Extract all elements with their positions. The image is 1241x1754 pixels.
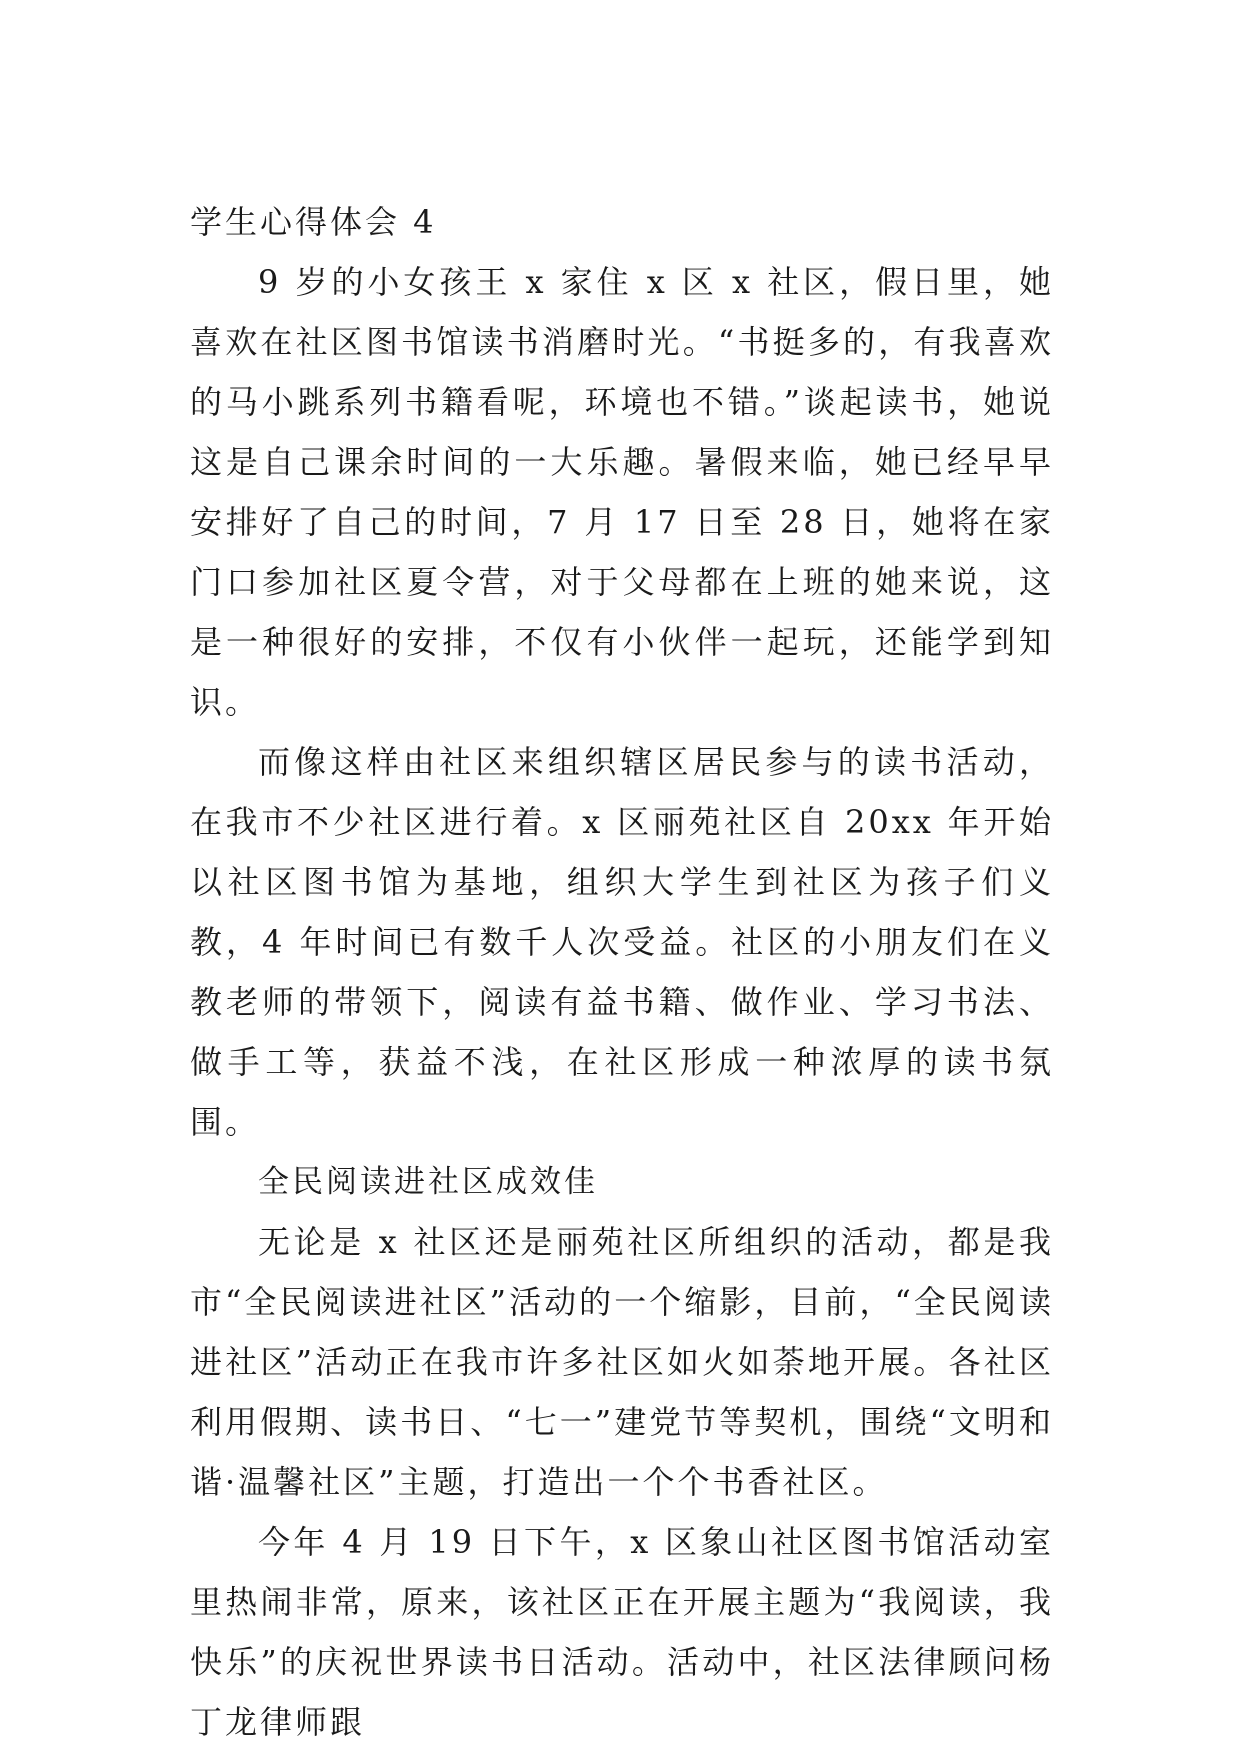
- paragraph-1: 9 岁的小女孩王 x 家住 x 区 x 社区，假日里，她喜欢在社区图书馆读书消磨时光。“书挺多的，有我喜欢的马小跳系列书籍看呢，环境也不错。”谈起读书，她说这是自己课余时间的一大乐趣。暑假来临，她已经早早安排好了自己的时间，7 月 17 日至 28 日，她将在家门口参加社区夏令营，对于父母都在上班的她来说，这是一种很好的安排，不仅有小伙伴一起玩，还能学到知识。: [190, 263, 1054, 721]
- section-heading: 全民阅读进社区成效佳: [258, 1164, 598, 1200]
- paragraph-4: 今年 4 月 19 日下午，x 区象山社区图书馆活动室里热闹非常，原来，该社区正在开展主题为“我阅读，我快乐”的庆祝世界读书日活动。活动中，社区法律顾问杨丁龙律师跟: [190, 1523, 1054, 1741]
- document-body: [190, 192, 1054, 1752]
- paragraph-3: 无论是 x 社区还是丽苑社区所组织的活动，都是我市“全民阅读进社区”活动的一个缩影，目前，“全民阅读进社区”活动正在我市许多社区如火如荼地开展。各社区利用假期、读书日、“七一”建党节等契机，围绕“文明和谐·温馨社区”主题，打造出一个个书香社区。: [190, 1223, 1054, 1501]
- document-title: 学生心得体会 4: [190, 203, 437, 241]
- paragraph-2: 而像这样由社区来组织辖区居民参与的读书活动，在我市不少社区进行着。x 区丽苑社区自 20xx 年开始以社区图书馆为基地，组织大学生到社区为孩子们义教，4 年时间已有数千人次受益。社区的小朋友们在义教老师的带领下，阅读有益书籍、做作业、学习书法、做手工等，获益不浅，在社区形成一种浓厚的读书氛围。: [190, 743, 1054, 1141]
